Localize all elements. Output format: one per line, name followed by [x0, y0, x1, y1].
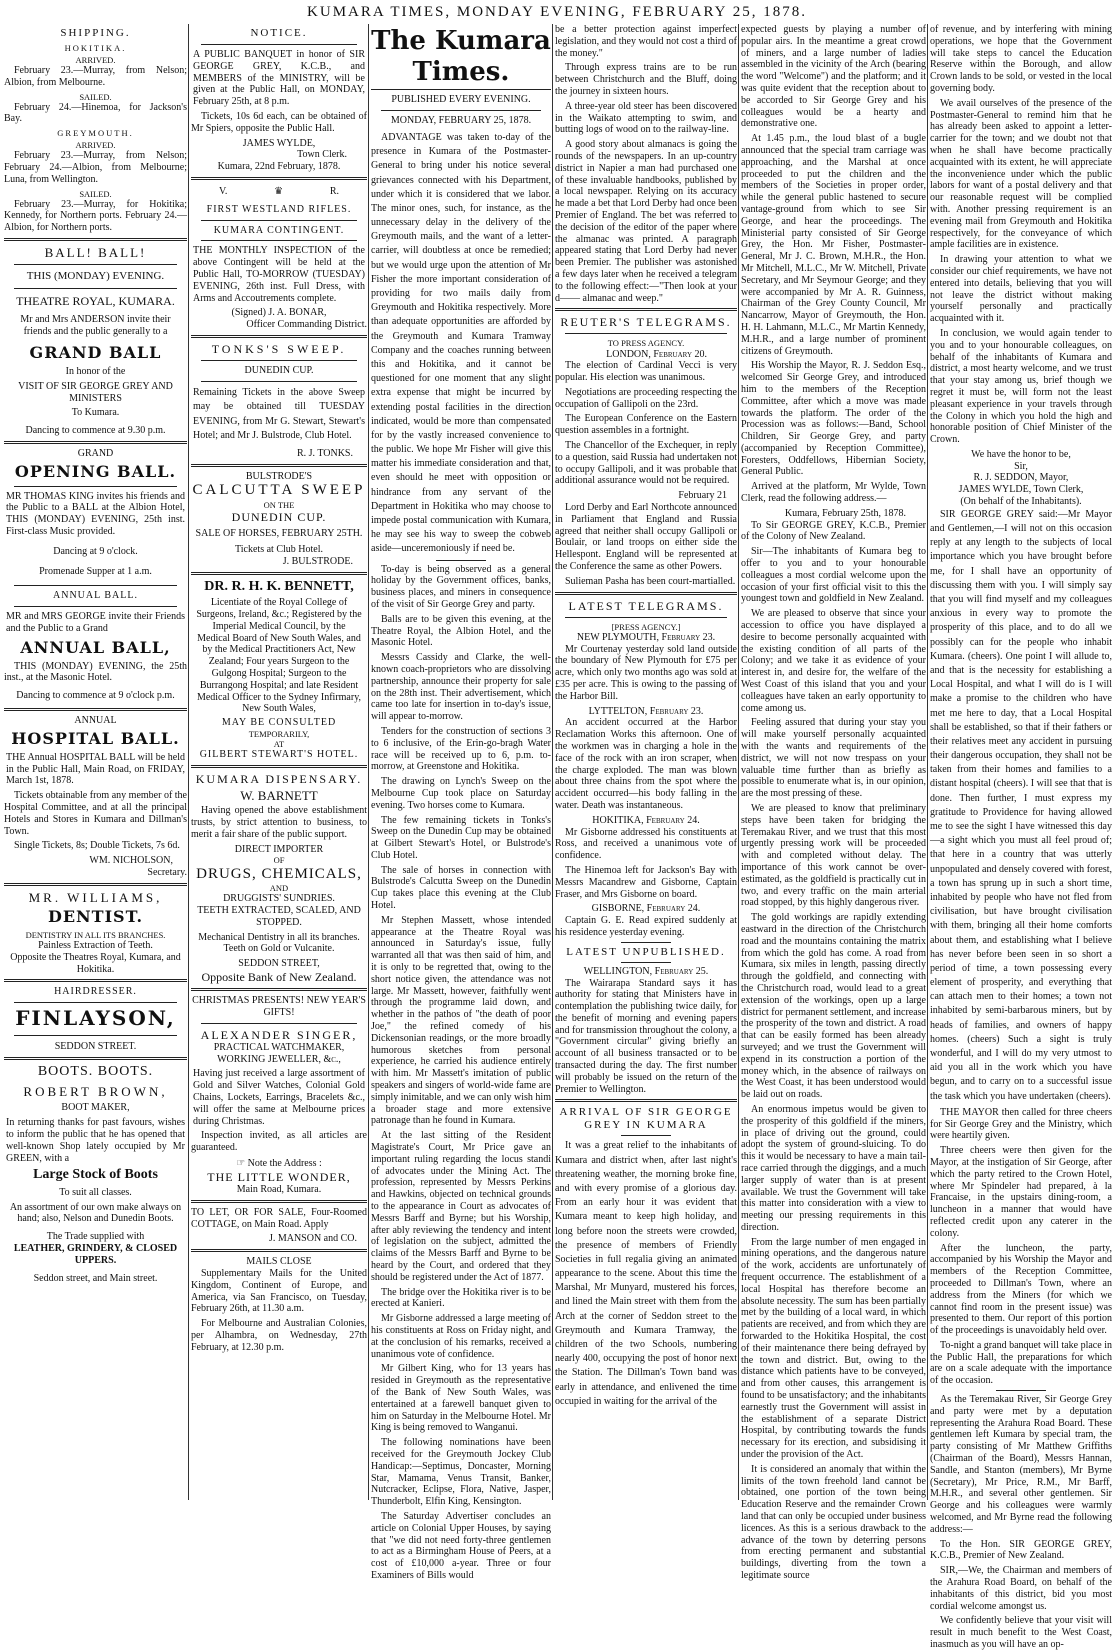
painless-line: Painless Extraction of Teeth.: [38, 939, 153, 951]
seddon-street: SEDDON STREET,: [238, 958, 320, 970]
news-paragraph: The sale of horses in connection with Bulstrode's Calcutta Sweep on the Dunedin Cup takes place this evening at the Club Hotel.: [371, 864, 551, 912]
brown-text: In returning thanks for past favours, wishes to inform the public that he has opened that well-known Shop lately occupied by Mr GREEN, with a: [6, 1117, 185, 1164]
news-paragraph: be a better protection against imperfect legislation, and they would not cost a third of the money.": [555, 24, 737, 59]
arrived-label: ARRIVED.: [75, 54, 116, 65]
divider: [14, 1002, 177, 1003]
dunedin-cup-heading: DUNEDIN CUP.: [231, 510, 327, 525]
sailed-label: SAILED.: [79, 91, 112, 102]
large-stock-heading: Large Stock of Boots: [33, 1167, 158, 1183]
to-kumara-text: To Kumara.: [71, 407, 120, 419]
divider: [191, 177, 367, 180]
divider: [201, 44, 357, 45]
greymouth-arrivals: February 23.—Murray, from Nelson; February 24.—Albion, from Melbourne; Luna, from Wellington.: [4, 150, 187, 185]
watchmaker-label: PRACTICAL WATCHMAKER,: [213, 1041, 345, 1053]
assortment-text: An assortment of our own make always on hand; also, Nelson and Dunedin Boots.: [9, 1201, 182, 1225]
divider: [555, 308, 737, 311]
jeweller-label: WORKING JEWELLER, &c.,: [217, 1053, 341, 1065]
address-recipient: To Sir GEORGE GREY, K.C.B., Premier of the Colony of New Zealand.: [741, 519, 926, 543]
dentistry-line: DENTISTRY IN ALL ITS BRANCHES.: [25, 929, 166, 940]
nicholson-signature: WM. NICHOLSON,: [89, 855, 173, 867]
sailed-label: SAILED.: [79, 188, 112, 199]
dancing-time: Dancing at 9 o'clock.: [53, 545, 138, 557]
news-paragraph: A three-year old steer has been discovered in the Waikato attempting to swim, and butting logs of wood on to the railway-line.: [555, 100, 737, 136]
nameplate: The Kumara Times.: [371, 26, 551, 90]
arrival-paragraph: expected guests by playing a number of popular airs. In the meantime a great crowd of miners, and a large number of ladies assembled in the vicinity of the Arch (bearing the word "Welcome") and the platform; and it was quite evident that the reception about to be accorded to Sir George Grey and his colleagues would be a hearty and demonstrative one.: [741, 24, 926, 130]
divider: [4, 883, 187, 886]
wylde-signature: JAMES WYLDE,: [242, 137, 316, 149]
hokitika-heading: HOKITIKA.: [64, 42, 127, 53]
divider: [191, 572, 367, 575]
hospital-ball-text: THE Annual HOSPITAL BALL will be held in the Public Hall, Main Road, on FRIDAY, March 1st, 1878.: [6, 751, 185, 787]
singer-heading: ALEXANDER SINGER,: [200, 1027, 358, 1042]
address-paragraph: From the large number of men engaged in mining operations, and the dangerous nature of the work, accidents are unfortunately of frequent occurrence. The establishment of a local Hospital has therefore become an absolute necessity. The sum has been partially met by the building of a local ward, in which patients are received, and from which they are forwarded to the Hokitika Hospital, the cost of their maintenance there being defrayed by the town and district. But, owing to the distance which patients have to be conveyed, and from other causes, this arrangement is found to be unsatisfactory; and the inhabitants earnestly trust the Government will assist in the establishment of a separate District Hospital, by contributing towards the funds necessary for its erection, and subsidising it under the provision of the Act.: [741, 1236, 926, 1461]
sale-of-horses: SALE OF HORSES, FEBRUARY 25TH.: [195, 528, 363, 540]
news-paragraph: As the Teremakau River, Sir George Grey and party were met by a deputation representing the Arahura Road Board. These gentlemen left Kumara by special tram, the party consisting of Mr Matthew Griffiths (Chairman of the Board), Messrs Hannan, Sandle, and Stanton (members), Mr Byrne (Secretary), Mr Price, R.M., Mr Barff, M.H.R., and several other gentlemen. Sir George and his colleagues were warmly welcomed, and Mr Byrne read the following address:—: [930, 1394, 1112, 1535]
divider: [565, 333, 727, 334]
telegram-paragraph: Negotiations are proceeding respecting the occupation of Gallipoli on the 23rd.: [555, 386, 737, 410]
divider: [4, 979, 187, 982]
sir-line: Sir,: [1014, 460, 1028, 472]
dateline-gisborne: GISBORNE, February 24.: [591, 903, 701, 915]
drugs-heading: DRUGS, CHEMICALS,: [196, 865, 362, 882]
hokitika-arrivals: February 23.—Murray, from Nelson; Albion, from Melbourne.: [4, 65, 187, 88]
mails-text-2: For Melbourne and Australian Colonies, per Alhambra, on Wednesday, 27th February, at 12.30 p.m.: [191, 1318, 367, 1353]
seddon-signature: R. J. SEDDON, Mayor,: [973, 472, 1069, 484]
telegram-paragraph: Mr Gisborne addressed his constituents at Ross, and received a unanimous vote of confidence.: [555, 826, 737, 862]
divider: [201, 381, 357, 382]
telegram-paragraph: Mr Courtenay yesterday sold land outside the boundary of New Plymouth for £75 per acre, which only two months ago was sold at £35 per acre. This is owing to the passing of the Harbor Bill.: [555, 643, 737, 702]
grand-ball-heading: GRAND BALL: [29, 343, 162, 363]
hospital-price: Single Tickets, 8s; Double Tickets, 7s 6d.: [14, 840, 180, 852]
to-let-text: TO LET, OR FOR SALE, Four-Roomed COTTAGE, on Main Road. Apply: [191, 1206, 367, 1230]
divider: [14, 606, 177, 607]
dentist-heading: DENTIST.: [47, 907, 144, 927]
bulstrode-label: BULSTRODE'S: [245, 470, 313, 482]
bootmaker-label: BOOT MAKER,: [61, 1102, 130, 1114]
divider: [14, 585, 177, 586]
sundries-heading: DRUGGISTS' SUNDRIES.: [223, 893, 335, 905]
news-paragraph: After the luncheon, the party, accompanied by his Worship the Mayor and members of the Reception Committee, proceeded to Dillman's Town, where an address from the Miners (for which we cannot find room in the present issue) was presented to them. Our report of this portion of the proceedings is unavoidably held over.: [930, 1242, 1112, 1337]
speech-paragraph: SIR GEORGE GREY said:—Mr Mayor and Gentlemen,—I will not on this occasion reply at any length to the subjects of local importance which you have brought before me, for I shall have an opportunity of discussing them with you. I will simply say that you will find myself and my colleagues anxious in every way to promote the prosperity of this place, and to do all we possibly can for the people who inhabit Kumara. (cheers). One point I will allude to, and that is the necessity for establishing a Local Hospital, and what I will do is I will make a promise to the children who have met me here to day, that a Local Hospital shall be established, so that if their fathers or their relatives meet any accident in pursuing their dangerous occupation, they shall not be taken from their homes and families to a distant hospital (cheers). I will see that that is done. Then further, I must express my gratitude to Providence for having allowed me to see the sight I have witnessed this day—a sight which you must all feel proud of; that here in a country that was utterly unpopulated and densely covered with forest, a town has sprung up in such a short time, inhabited by people who have not fled from civilisation, but have brought civilisation with them, bringing all their home comforts about them, and establishing what I believe has never before been seen in so short a period of time, a town possessing every element of prosperity, and everything that can attach men to their homes; a town not inhabited by semi-barbarous miners, but by heads of families, and owners of happy homes. (cheers) Such a sight is truly wonderful, and I will do my very utmost to aid you all in the work which you have begun, and to carry on to a successful issue the task which you have undertaken (cheers).: [930, 508, 1112, 1102]
address-paragraph: SIR,—We, the Chairman and members of the Arahura Road Board, on behalf of the inhabitants of this district, bid you most cordial welcome amongst us.: [930, 1565, 1112, 1612]
supper-time: Promenade Supper at 1 a.m.: [39, 565, 152, 577]
address-paragraph: In drawing your attention to what we consider our chief requirements, we have not entered into details, believing that you will not leave the district without making yourself personally and practically acquainted with it.: [930, 254, 1112, 325]
king-ball-text: MR THOMAS KING invites his friends and the Public to a BALL at the Albion Hotel, THIS (MONDAY) EVENING, 25th inst. First-class Music provided.: [6, 490, 185, 537]
news-paragraph: Mr Gisborne addressed a large meeting of his constituents at Ross on Friday night, and at the conclusion of his remarks, received a unanimous vote of confidence.: [371, 1313, 551, 1360]
column-rule: [188, 24, 189, 1500]
address-recipient: To the Hon. SIR GEORGE GREY, K.C.B., Premier of New Zealand.: [930, 1538, 1112, 1562]
manson-signature: J. MANSON and CO.: [268, 1233, 357, 1245]
divider: [621, 962, 671, 963]
arrival-paragraph: Arrived at the platform, Mr Wylde, Town Clerk, read the following address.—: [741, 481, 926, 505]
news-paragraph: The drawing on Lynch's Sweep on the Melbourne Cup took place on Saturday evening. Two horses come to Kumara.: [371, 776, 551, 811]
divider: [191, 335, 367, 338]
christmas-heading: CHRISTMAS PRESENTS! NEW YEAR'S GIFTS!: [192, 995, 366, 1018]
finlayson-heading: FINLAYSON,: [15, 1006, 176, 1031]
news-paragraph: To-day is being observed as a general holiday by the Government offices, banks, business places, and miners in consequence of the visit of Sir George Grey and party.: [371, 563, 551, 610]
address-paragraph: We are pleased to know that preliminary steps have been taken for bridging the Teremakau River, and we trust that this most urgently pressing work will be proceeded with and completed without delay. The importance of this work cannot be over-estimated, as the goldfield is practically cut in two, and every traffic on the main arterial road stopped, by this highly dangerous river.: [741, 803, 926, 909]
column-4: [555, 24, 737, 1500]
opposite-bank: Opposite Bank of New Zealand.: [201, 969, 357, 984]
column-5: [741, 24, 926, 1581]
dateline-lyttelton: LYTTELTON, February 23.: [588, 705, 704, 717]
address-paragraph: Feeling assured that during your stay you will make yourself personally acquainted with the wants and requirements of the district, we will not now trespass on your valuable time further than as briefly as possible to enumerate what is, in our opinion, are the most pressing of these.: [741, 717, 926, 800]
published-line: PUBLISHED EVERY EVENING.: [391, 94, 531, 106]
arrived-label: ARRIVED.: [75, 140, 116, 151]
arrival-heading: ARRIVAL OF SIR GEORGE GREY IN KUMARA: [559, 1106, 733, 1132]
press-agency-label: [PRESS AGENCY.]: [611, 621, 681, 632]
telegram-paragraph: An accident occurred at the Harbor Reclamation Works this afternoon. One of the workmen was in charging a hole in the face of the rock with an iron scraper, when the charge exploded. The man was blown about three chains from the spot where the accident occurred—his body falling in the water. Death was instantaneous.: [555, 717, 737, 811]
divider: [14, 264, 177, 265]
bulstrode-signature: J. BULSTRODE.: [282, 555, 353, 567]
wylde-signature: JAMES WYLDE, Town Clerk,: [958, 484, 1084, 496]
leather-text: LEATHER, GRINDERY, & CLOSED UPPERS.: [13, 1243, 178, 1266]
reuters-heading: REUTER'S TELEGRAMS.: [560, 315, 732, 330]
dunedin-cup-label: DUNEDIN CUP.: [244, 365, 314, 377]
banquet-text: A PUBLIC BANQUET in honor of SIR GEORGE GREY, K.C.B., and MEMBERS of the MINISTRY, will be given at the Public Hall, on MONDAY, February 25th, at 8 p.m.: [193, 48, 365, 108]
inspection-text: THE MONTHLY INSPECTION of the above Contingent will be held at the Public Hall, TO-MORROW (TUESDAY) EVENING, 26th inst. Full Dress, with Arms and Accoutrements complete.: [193, 245, 365, 304]
news-paragraph: To-night a grand banquet will take place in the Public Hall, the preparations for which are on a scale adequate with the importance of the occasion.: [930, 1339, 1112, 1387]
address-paragraph: Sir—The inhabitants of Kumara beg to offer to you and to your honourable colleagues a most cordial welcome upon the occasion of your first official visit to this the youngest town and goldfield in New Zealand.: [741, 546, 926, 605]
v-letter: V.: [219, 185, 228, 197]
barnett-text: Having opened the above establishment trusts, by strict attention to business, to merit a fair share of the public support.: [191, 805, 367, 840]
telegram-paragraph: The Hinemoa left for Jackson's Bay with Messrs Macandrew and Gisborne, Captain Fraser, and Mrs Gisborne on board.: [555, 864, 737, 900]
calcutta-heading: CALCUTTA SWEEP: [192, 482, 366, 499]
column-rule: [552, 24, 553, 1500]
news-paragraph: The Saturday Advertiser concludes an article on Colonial Upper Houses, by saying that "we did not need forty-three gentlemen to act as a Birmingham House of Peers, at a cost of £10,000 a-year. Three or four Examiners of Bills would: [371, 1510, 551, 1581]
mech-text: Mechanical Dentistry in all its branches. Teeth on Gold or Vulcanite.: [198, 931, 360, 955]
dancing-time: Dancing to commence at 9 o'clock p.m.: [16, 690, 175, 702]
dateline-wellington: WELLINGTON, February 25.: [583, 965, 709, 977]
divider: [201, 360, 357, 361]
at-label: AT: [273, 739, 285, 749]
address-paragraph: of revenue, and by interfering with mining operations, we hope that the Government will take steps to cancel the Education Reserve within the Borough, and allow Crown lands to be sold, or vested in the local governing body.: [930, 24, 1112, 94]
divider: [191, 765, 367, 768]
arrival-paragraph: It was a great relief to the inhabitants of Kumara and district when, after last night's threatening weather, the morning broke fine, and with every promise of a glorious day. From an early hour it was evident that Kumara meant to keep high holiday, and long before noon the streets were crowded, the presence of members of Friendly Societies in full regalia giving an animated appearance to the scene. About this time the Marshal, Mr Munyard, mustered his forces, and lined the Main street with them from the Arch at the corner of Seddon street to the Greymouth and Kumara Tramway, the children of the two Schools, numbering nearly 400, occupying the post of honor next the Station. The Dillman's Town band was early in attendance, and enlivened the time occupied in waiting for the arrival of the: [555, 1140, 737, 1407]
news-paragraph: The bridge over the Hokitika river is to be erected at Kanieri.: [371, 1286, 551, 1310]
bennett-text: Licentiate of the Royal College of Surgeons, Ireland, &c.; Registered by the Imperial Medical Council, by the Medical Board of New South Wales, and by the Medical Practitioners Act, New Zealand; Four years Surgeon to the Gulgong Hospital; Surgeon to the Burrangong Hospital; and late Resident Medical Officer to the Sydney Infirmary, New South Wales,: [196, 597, 362, 715]
divider: [565, 617, 727, 618]
column-3: [371, 24, 551, 1581]
shipping-heading: SHIPPING.: [60, 27, 131, 39]
opposite-theatres: Opposite the Theatres Royal, Kumara, and Hokitika.: [10, 951, 181, 975]
consulted-label: MAY BE CONSULTED: [221, 717, 337, 729]
address-paragraph: It is considered an anomaly that within the limits of the town freehold land cannot be obtained, one portion of the town being Education Reserve and the remainder Crown land that can only be occupied under business licences. As this is a serious drawback to the advance of the town by deterring persons from erecting permanent and substantial buildings, diverting from the town a legitimate source: [741, 1463, 926, 1581]
divider: [14, 486, 177, 487]
anderson-text: Mr and Mrs ANDERSON invite their friends and the public generally to a: [20, 314, 171, 338]
divider: [201, 1023, 357, 1024]
news-paragraph: Tenders for the construction of sections 3 to 6 inclusive, of the Erin-go-bragh Water race will be received up to 6, p.m. to-morrow, at Greenstone and Hokitika.: [371, 725, 551, 773]
trade-text: The Trade supplied with: [46, 1231, 145, 1243]
barnett-heading: W. BARNETT: [240, 787, 318, 803]
news-paragraph: At the last sitting of the Resident Magistrate's Court, Mr Price gave an important ruling regarding the locus standi of advocates under the Mining Act. The profession, represented by Messrs Perkins and Hawkins, objected on technical grounds to the appearance in Court as advocates of Messrs Barff and Byrne; but his Worship, after ably reviewing the tendency and intent of legislation on the subject, admitted the claims of the Messrs Barff and Byrne to be heard by the Court, and ordered that they should be registered under the Act of 1877.: [371, 1130, 551, 1283]
telegram-paragraph: The election of Cardinal Vecci is very popular. His election was unanimous.: [555, 360, 737, 384]
column-6: [930, 24, 1112, 1651]
notice-heading: NOTICE.: [250, 27, 308, 39]
telegram-paragraph: The Wairarapa Standard says it has authority for stating that Ministers have in contemplation the publishing twice daily, for the benefit of morning and evening papers and for transmission throughout the colony, a "Government circular" giving briefly an account of all business transacted or to be transacted during the day. The first number will probably be issued on the return of the Premier to Wellington.: [555, 977, 737, 1095]
address-paragraph: An enormous impetus would be given to the prosperity of this goldfield if the miners, in place of driving out the ground, could adopt the system of ground-sluicing. To do this it would be necessary to have a main tail-race carried through the diggings, and a much larger supply of water than is at present available. We trust the Government will take this matter into consideration with a view to meeting our pressing requirements in this direction.: [741, 1103, 926, 1233]
address-date: Kumara, February 25th, 1878.: [784, 507, 906, 519]
column-rule: [368, 24, 369, 1500]
tonks-text: Remaining Tickets in the above Sweep may be obtained till TUESDAY EVENING, from Mr G. Stewart, Stewart's Hotel; and Mr J. Bulstrode, Club Hotel.: [193, 386, 365, 442]
contingent-heading: KUMARA CONTINGENT.: [213, 224, 345, 236]
divider: [191, 1249, 367, 1252]
telegram-paragraph: The Chancellor of the Exchequer, in reply to a question, said Russia had undertaken not to occupy Gallipoli, and it was probable that additional assurance would not be required.: [555, 440, 737, 487]
mails-heading: MAILS CLOSE: [246, 1256, 312, 1268]
address-paragraph: We confidently believe that your visit will result in much benefit to the West Coast, inasmuch as you will have an op-: [930, 1615, 1112, 1651]
column-2: [191, 24, 367, 1500]
address-paragraph: We are pleased to observe that since your accession to office you have displayed a desire to become personally acquainted with the existing condition of all parts of the Colony; and we take it as evidence of your interest in, and desire for, the welfare of the West Coast of this island that you and your colleagues have taken an early opportunity to come among us.: [741, 608, 926, 714]
seddon-main-text: Seddon street, and Main street.: [33, 1272, 158, 1284]
column-rule: [738, 24, 739, 1500]
dateline-new-plymouth: NEW PLYMOUTH, February 23.: [576, 631, 716, 643]
news-paragraph: THE MAYOR then called for three cheers for Sir George Grey and the Ministry, which were heartily given.: [930, 1106, 1112, 1142]
dateline-feb21: February 21: [678, 490, 727, 502]
telegram-paragraph: Lord Derby and Earl Northcote announced in Parliament that England and Russia agreed that neither shall occupy Gallipoli or Boulair, or land troops on either side the Hellespont. England will be represented at the Conference the same as other Powers.: [555, 502, 737, 573]
column-rule: [927, 24, 928, 1500]
hospital-ball-heading: HOSPITAL BALL.: [11, 728, 180, 748]
address-paragraph: We avail ourselves of the presence of the Postmaster-General to remind him that he has already been asked to appoint a letter-carrier for the town; and we doubt not that when he shall have become practically acquainted with its extent, he will appreciate the inconvenience under which the public labors for want of a postal delivery and that our reasonable request will be complied with. Another pressing requirement is an evening mail from Greymouth and Hokitika respectively, for the conveyance of which ample facilities are in existence.: [930, 97, 1112, 251]
news-paragraph: Through express trains are to be run between Christchurch and the Bluff, doing the journey in sixteen hours.: [555, 62, 737, 97]
news-paragraph: Mr Gilbert King, who for 13 years has resided in Greymouth as the representative of the Bank of New South Wales, was entertained at a farewell banquet given to him on Saturday in the Melbourne Hotel. Mr King is being removed to Wanganui.: [371, 1363, 551, 1434]
temporarily-label: TEMPORARILY,: [248, 728, 310, 739]
annual-ball-heading: ANNUAL BALL.: [53, 590, 138, 602]
divider: [191, 464, 367, 467]
town-clerk-label: Town Clerk.: [297, 149, 347, 161]
officer-label: Officer Commanding District.: [246, 319, 367, 331]
divider: [4, 238, 187, 241]
to-press-agency: TO PRESS AGENCY.: [607, 338, 685, 349]
divider: [4, 708, 187, 711]
divider: [191, 988, 367, 991]
arrival-paragraph: At 1.45 p.m., the loud blast of a bugle announced that the special tram carriage was approaching, and the Marshal at once proceeded to put the children and the members of the Societies in proper order, while the general public hastened to secure vantage-ground from which to see Sir George, and hear the proceedings. The Ministerial party consisted of Sir George Grey, the Hon. Mr Fisher, Postmaster-General, Mr J. C. Brown, M.H.R., the Hon. Mr Mitchell, M.L.C., Mr W. Mitchell, Private Secretary, and Mr Seymour George; and they were accompanied by Mr A. R. Guinness, Chairman of the Grey County Council, Mr Nancarrow, Mayor of Greymouth, the Hon. H. H. Lahmann, M.L.C., Mr Martin Kennedy, M.H.R., and a large number of prominent citizens of Greymouth.: [741, 133, 926, 357]
divider: [191, 1200, 367, 1203]
to-suit-text: To suit all classes.: [59, 1186, 132, 1198]
george-ball-when: THIS (MONDAY) EVENING, the 25th inst., at the Masonic Hotel.: [4, 660, 187, 684]
visit-text: VISIT OF SIR GEORGE GREY AND MINISTERS: [18, 380, 173, 404]
dispensary-heading: KUMARA DISPENSARY.: [195, 771, 363, 786]
divider: [201, 220, 357, 221]
divider: [4, 1057, 187, 1060]
news-paragraph: The few remaining tickets in Tonks's Sweep on the Dunedin Cup may be obtained at Gilbert Stewart's Hotel, or Bulstrode's Club Hotel.: [371, 814, 551, 861]
rifles-heading: FIRST WESTLAND RIFLES.: [206, 203, 352, 215]
address-paragraph: The gold workings are rapidly extending eastward in the direction of the Christchurch road and the mountains containing the matrix from which the gold has come. A road from Kumara, six miles in length, passing directly through the goldfield, and connecting with the Christchurch road, would lead to a great extension of the workings, open up a large district for permanent settlement, and increase the prosperity of the town and district. A road that can be easily formed has been already surveyed; and we trust the Government will expend in its construction a portion of the money which, in the absence of railways on the West Coast, it has been understood would be laid out on roads.: [741, 912, 926, 1101]
banquet-tickets: Tickets, 10s 6d each, can be obtained of Mr Spiers, opposite the Public Hall.: [191, 110, 367, 134]
divider: [4, 441, 187, 444]
news-paragraph: A good story about almanacs is going the rounds of the newspapers. In an up-country district in Napier a man had purchased one of these invaluable handbooks, published by a local newspaper. Relying on its accuracy he made a bet that Lord Derby had once been Premier of England. The bet was referred to the decision of the editor of the paper where the almanac was printed. A paragraph appeared stating that Lord Derby had never been Premier. The publisher was astonished a few days later when he received a telegram to the following effect:—"Then look at your d—— almanac and weep.": [555, 139, 737, 304]
news-paragraph: Balls are to be given this evening, at the Theatre Royal, the Albion Hotel, and the Masonic Hotel.: [371, 613, 551, 649]
direct-importer: DIRECT IMPORTER: [234, 843, 324, 855]
editorial-paragraph: ADVANTAGE was taken to-day of the presence in Kumara of the Postmaster-General to bring under his notice several grievances connected with his Department, under which it is considered that we labor. The minor ones, such, for instance, as the unnecessary delay in the delivery of the Greymouth mails, and the want of a letter-carrier, will doubtless at once be remedied; but we would urge upon the attention of Mr Fisher the more important consideration of providing for two mails daily from Greymouth and Hokitika respectively. More than adequate opportunities are afforded by the Greymouth and Kumara Tramway Company and the coaches running between this and Hokitika, and it cannot be questioned for one moment that any slight extra expense that might be incurred by extending postal facilities in the direction indicated, would be more than compensated for by the vastly increased convenience to the public. We hope Mr Fisher will give this matter his immediate consideration and that, even should he meet with opposition or hindrance from any servant of the Department in Hokitika who may choose to impede postal communication with Kumara, he may see his way to sweep the cobweb aside—unceremoniously if need be.: [371, 131, 551, 555]
divider: [436, 560, 486, 561]
divider: [201, 240, 357, 241]
tonks-signature: R. J. TONKS.: [296, 447, 353, 459]
greymouth-sailings: February 23.—Murray, for Hokitika; Kennedy, for Northern ports. February 24.—Albion, for Northern ports.: [4, 198, 187, 234]
news-paragraph: Three cheers were then given for the Mayor, at the instigation of Sir George, after which the party retired to the Crown Hotel, where Mr Spindeler had prepared, à la Francaise, in the upstairs dining-room, a luncheon in a manner that would have reflected credit upon any caterer in the colony.: [930, 1145, 1112, 1239]
secretary-label: Secretary.: [147, 866, 187, 878]
hospital-tickets: Tickets obtainable from any member of the Hospital Committee, and at all the principal Hotels and Stores in Kumara and Dillman's Town.: [4, 790, 187, 837]
annual-label: ANNUAL: [74, 715, 117, 727]
r-letter: R.: [329, 185, 339, 197]
inspection-invited: Inspection invited, as all articles are guaranteed.: [191, 1130, 367, 1154]
brown-heading: ROBERT BROWN,: [23, 1084, 168, 1099]
williams-heading: MR. WILLIAMS,: [28, 889, 163, 905]
latest-telegrams-heading: LATEST TELEGRAMS.: [568, 598, 724, 613]
in-honor-text: In honor of the: [65, 365, 126, 377]
kumara-date: Kumara, 22nd February, 1878.: [217, 161, 341, 173]
hairdresser-heading: HAIRDRESSER.: [54, 986, 137, 998]
news-paragraph: Messrs Cassidy and Clarke, the well-known coach-proprietors who are dissolving partnership, announce their property for sale on the 28th inst. Their advertisement, which came too late for insertion in to-day's issue, will appear to-morrow.: [371, 652, 551, 723]
dateline: MONDAY, FEBRUARY 25, 1878.: [390, 115, 532, 127]
masthead: KUMARA TIMES, MONDAY EVENING, FEBRUARY 25, 1878.: [307, 4, 807, 20]
greymouth-heading: GREYMOUTH.: [57, 128, 134, 139]
seddon-street-label: SEDDON STREET.: [54, 1040, 137, 1052]
honor-line: We have the honor to be,: [971, 448, 1071, 460]
divider: [996, 1390, 1046, 1391]
divider: [621, 1135, 671, 1136]
divider: [621, 942, 671, 943]
vr-line: [191, 186, 367, 198]
of-label: OF: [273, 855, 285, 866]
ball-heading: BALL! BALL!: [44, 245, 147, 261]
singer-text: Having just received a large assortment of Gold and Silver Watches, Colonial Gold Chains, Lockets, Earrings, Bracelets &c., will offer the same at Melbourne prices during Christmas.: [193, 1068, 365, 1127]
news-paragraph: Mr Stephen Massett, whose intended appearance at the Theatre Royal was announced in Saturday's issue, fully warranted all that was then said of him, and it is only to be regretted that, owing to the short notice given, the attendance was not large. Mr Massett, however, faithfully went through the programme laid down, and whether in the pathos of "the death of poor Joe," the refined comedy of his Dickensonian readings, or the more broadly humorous sketches from personal experience, he carried his audience entirely with him. Mr Massett's imitation of public speakers and singers of world-wide fame are simply inimitable, and we can only wish him a broader stage and more extensive patronage than he found in Kumara.: [371, 914, 551, 1127]
dateline-hokitika: HOKITIKA, February 24.: [592, 814, 700, 826]
tonks-heading: TONKS'S SWEEP.: [211, 341, 347, 356]
ball-when: THIS (MONDAY) EVENING.: [26, 270, 165, 283]
annual-ball-title: ANNUAL BALL,: [20, 637, 171, 657]
divider: [381, 110, 541, 111]
column-1: [4, 24, 187, 1500]
address-paragraph: In conclusion, we would again tender to you and to your honourable colleagues, on behalf of the inhabitants of Kumara and district, a most hearty welcome, and we trust that your stay among us, brief though we regret it must be, will form not the least pleasant experience in your travels through the Colony in which you hold the high and honorable position of Chief Minister of the Crown.: [930, 327, 1112, 446]
telegram-paragraph: Sulieman Pasha has been court-martialled.: [565, 575, 736, 587]
note-address: ☞ Note the Address :: [236, 1158, 322, 1170]
gilbert-hotel: GILBERT STEWART'S HOTEL.: [199, 749, 359, 761]
and-label: AND: [269, 883, 289, 894]
news-paragraph: The following nominations have been received for the Greymouth Jockey Club Handicap:—Septimus, Doncaster, Morning Star, Mamama, Venus Transit, Banker, Nutcracker, Eclipse, Flora, Native, Jasper, Thunderbolt, Elfin King, Kensington.: [371, 1437, 551, 1508]
tickets-club: Tickets at Club Hotel.: [235, 544, 323, 556]
dancing-time: Dancing to commence at 9.30 p.m.: [25, 425, 166, 437]
telegram-paragraph: Captain G. E. Read expired suddenly at his residence yesterday evening.: [555, 915, 737, 938]
crest-icon: ♛: [274, 185, 284, 197]
main-road: Main Road, Kumara.: [236, 1184, 322, 1196]
hokitika-sailings: February 24.—Hinemoa, for Jackson's Bay.: [4, 101, 187, 125]
on-behalf-line: (On behalf of the Inhabitants).: [960, 496, 1082, 508]
telegram-paragraph: The European Conference on the Eastern question assembles in a fortnight.: [555, 413, 737, 437]
opening-ball-heading: OPENING BALL.: [14, 461, 177, 481]
teeth-text: TEETH EXTRACTED, SCALED, AND STOPPED.: [197, 905, 361, 928]
divider: [555, 1099, 737, 1102]
on-the-label: ON THE: [263, 500, 295, 511]
boots-heading: BOOTS. BOOTS.: [37, 1064, 154, 1080]
divider: [14, 288, 177, 289]
divider: [14, 1035, 177, 1036]
grand-label: GRAND: [77, 447, 114, 459]
divider: [555, 592, 737, 595]
mails-text: Supplementary Mails for the United Kingdom, Continent of Europe, and America, via San Francisco, on Tuesday, February 26th, at 11.30 a.m.: [191, 1268, 367, 1315]
theatre-royal-heading: THEATRE ROYAL, KUMARA.: [16, 294, 175, 309]
unpublished-heading: LATEST UNPUBLISHED.: [566, 945, 726, 958]
arrival-paragraph: His Worship the Mayor, R. J. Seddon Esq., welcomed Sir George Grey, and introduced him to the members of the Reception Committee, after which a move was made towards the platform. The order of the Procession was as follows:—Band, School Children, Sir George Grey, and party (accompanied by Reception Committee), Foresters, Oddfellows, Hibernian Society, General Public.: [741, 360, 926, 478]
bonar-signature: (Signed) J. A. BONAR,: [231, 307, 327, 319]
george-ball-text: MR and MRS GEORGE invite their Friends and the Public to a Grand: [6, 611, 185, 634]
bennett-heading: DR. R. H. K. BENNETT,: [204, 578, 354, 594]
dateline-london: LONDON, February 20.: [606, 348, 707, 360]
little-wonder: THE LITTLE WONDER,: [207, 1169, 351, 1184]
